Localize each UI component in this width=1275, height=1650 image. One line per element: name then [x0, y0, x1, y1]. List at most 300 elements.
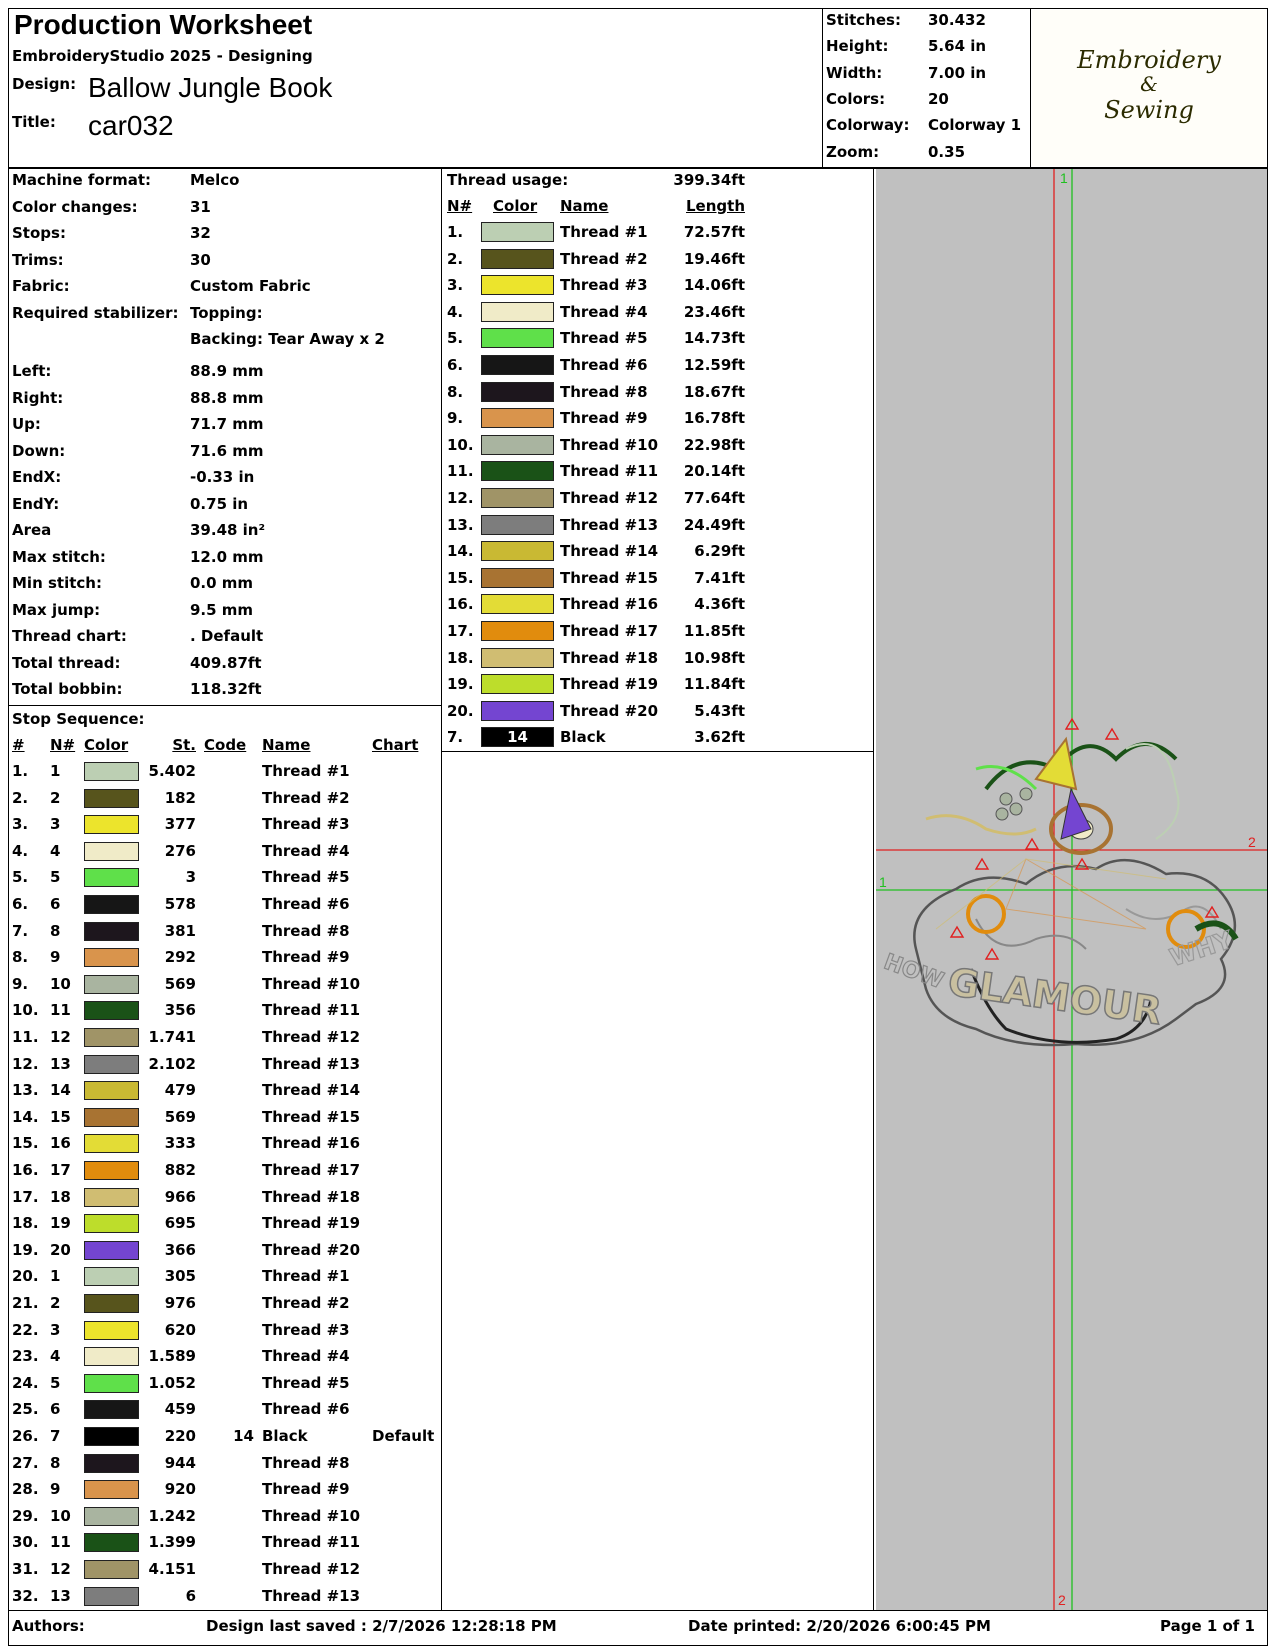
footer-divider	[8, 1610, 1268, 1611]
usage-length: 72.57ft	[683, 223, 745, 241]
stop-name: Thread #10	[262, 1506, 361, 1525]
stop-number: 28.	[12, 1480, 39, 1499]
stop-header-color: Color	[84, 736, 129, 754]
usage-length: 22.98ft	[683, 435, 745, 454]
usage-swatch	[481, 328, 554, 348]
stop-header-chart: Chart	[372, 736, 419, 754]
usage-number: 11.	[447, 462, 474, 481]
stop-needle: 8	[50, 1453, 61, 1472]
thread-usage-total: 399.34ft	[673, 171, 745, 189]
stop-stitches: 220	[164, 1427, 196, 1445]
stop-number: 20.	[12, 1267, 39, 1286]
stop-needle: 1	[50, 1267, 61, 1286]
stat-label: Stitches:	[826, 11, 901, 29]
stop-number: 2.	[12, 788, 29, 807]
stop-header-n: N#	[50, 736, 76, 754]
stop-needle: 8	[50, 921, 61, 940]
stat-label: Height:	[826, 37, 889, 56]
stop-stitches: 882	[164, 1161, 196, 1179]
usage-header-length: Length	[686, 197, 745, 215]
stop-number: 12.	[12, 1054, 39, 1073]
stop-name: Thread #3	[262, 815, 350, 834]
usage-swatch	[481, 701, 554, 721]
stop-number: 22.	[12, 1320, 39, 1339]
stop-code	[204, 1556, 254, 1582]
thread-usage-bottom	[441, 751, 874, 752]
stop-name: Black	[262, 1427, 308, 1445]
stop-stitches: 966	[164, 1187, 196, 1206]
measure-label: EndX:	[12, 468, 62, 486]
usage-swatch	[481, 382, 554, 402]
usage-name: Thread #18	[560, 648, 659, 667]
usage-swatch	[481, 674, 554, 694]
stop-number: 8.	[12, 948, 29, 967]
measure-value: 409.87ft	[190, 653, 262, 672]
usage-length: 12.59ft	[683, 356, 745, 374]
stop-code	[204, 1104, 254, 1130]
usage-number: 6.	[447, 356, 464, 374]
stop-name: Thread #19	[262, 1214, 361, 1233]
stop-header-code: Code	[204, 736, 247, 754]
stop-stitches: 1.399	[148, 1533, 196, 1552]
stop-needle: 11	[50, 1533, 71, 1552]
stop-swatch	[84, 1267, 139, 1286]
stop-needle: 18	[50, 1187, 71, 1206]
axis-label-bottom: 2	[1058, 1592, 1066, 1608]
stop-stitches: 920	[164, 1480, 196, 1499]
stop-number: 26.	[12, 1427, 39, 1445]
stop-name: Thread #15	[262, 1107, 361, 1126]
usage-length: 19.46ft	[683, 249, 745, 268]
stop-needle: 9	[50, 948, 61, 967]
stat-value: Colorway 1	[928, 116, 1022, 135]
stop-number: 23.	[12, 1347, 39, 1366]
measure-label: Max jump:	[12, 600, 101, 619]
stop-code: 14	[233, 1427, 254, 1445]
stop-number: 10.	[12, 1001, 39, 1020]
stop-swatch	[84, 868, 139, 887]
app-name: EmbroideryStudio 2025 - Designing	[12, 47, 313, 65]
stop-code	[204, 864, 254, 890]
stop-name: Thread #4	[262, 1347, 350, 1366]
stop-code	[204, 997, 254, 1023]
measure-label: Total thread:	[12, 653, 121, 672]
axis-label-right: 2	[1248, 834, 1256, 850]
measure-value: . Default	[190, 627, 264, 645]
stop-needle: 15	[50, 1107, 71, 1126]
stop-stitches: 569	[164, 1107, 196, 1126]
stop-needle: 13	[50, 1586, 71, 1605]
usage-length: 3.62ft	[694, 728, 745, 747]
stop-name: Thread #6	[262, 1400, 350, 1419]
stop-number: 13.	[12, 1081, 39, 1100]
stop-swatch	[84, 1214, 139, 1233]
page-title: Production Worksheet	[14, 9, 313, 40]
stop-swatch	[84, 895, 139, 914]
stop-stitches: 459	[164, 1400, 196, 1419]
measure-value: 118.32ft	[190, 680, 262, 698]
stop-needle: 2	[50, 1294, 61, 1312]
stop-name: Thread #10	[262, 974, 361, 993]
usage-swatch	[481, 461, 554, 481]
stop-name: Thread #12	[262, 1560, 361, 1578]
usage-name: Thread #15	[560, 568, 659, 587]
stop-number: 14.	[12, 1107, 39, 1126]
stop-stitches: 1.589	[148, 1347, 196, 1366]
usage-swatch	[481, 727, 554, 747]
usage-swatch	[481, 488, 554, 508]
stop-swatch	[84, 1374, 139, 1393]
usage-name: Thread #3	[560, 276, 648, 295]
usage-number: 18.	[447, 648, 474, 667]
stop-needle: 3	[50, 815, 61, 834]
stop-code	[204, 971, 254, 997]
stop-name: Thread #1	[262, 762, 350, 780]
stop-needle: 10	[50, 1506, 71, 1525]
usage-number: 5.	[447, 329, 464, 348]
footer-printed: Date printed: 2/20/2026 6:00:45 PM	[688, 1617, 991, 1635]
usage-number: 13.	[447, 515, 474, 534]
stop-needle: 10	[50, 974, 71, 993]
stop-code	[204, 811, 254, 837]
stop-name: Thread #12	[262, 1028, 361, 1046]
stop-swatch	[84, 1134, 139, 1153]
measure-value: 71.6 mm	[190, 441, 264, 460]
design-label: Design:	[12, 75, 77, 93]
usage-length: 24.49ft	[683, 515, 745, 534]
stop-stitches: 377	[164, 815, 196, 834]
usage-length: 11.85ft	[683, 622, 745, 640]
stop-name: Thread #8	[262, 921, 350, 940]
stop-name: Thread #8	[262, 1453, 350, 1472]
footer-saved: Design last saved : 2/7/2026 12:28:18 PM	[206, 1617, 557, 1635]
col-divider-1	[441, 168, 442, 1610]
usage-swatch	[481, 541, 554, 561]
measure-value: 12.0 mm	[190, 547, 264, 566]
usage-name: Thread #20	[560, 701, 659, 720]
usage-length: 14.73ft	[683, 329, 745, 348]
stat-label: Width:	[826, 63, 883, 82]
logo-divider	[1030, 8, 1031, 168]
frame-right	[1267, 8, 1268, 1646]
stop-needle: 9	[50, 1480, 61, 1499]
usage-length: 16.78ft	[683, 409, 745, 428]
stop-name: Thread #13	[262, 1054, 361, 1073]
stop-name: Thread #1	[262, 1267, 350, 1286]
usage-length: 5.43ft	[694, 701, 745, 720]
usage-number: 12.	[447, 489, 474, 507]
usage-length: 7.41ft	[694, 568, 745, 587]
stop-code	[204, 1263, 254, 1289]
stop-number: 27.	[12, 1453, 39, 1472]
stop-swatch	[84, 1427, 139, 1446]
usage-name: Thread #6	[560, 356, 648, 374]
stop-name: Thread #13	[262, 1586, 361, 1605]
stop-stitches: 1.741	[148, 1028, 196, 1046]
usage-name: Thread #14	[560, 542, 659, 561]
stop-number: 5.	[12, 868, 29, 887]
stop-number: 1.	[12, 762, 29, 780]
stat-label: Colorway:	[826, 116, 910, 135]
stop-code	[204, 918, 254, 944]
stop-number: 17.	[12, 1187, 39, 1206]
usage-number: 9.	[447, 409, 464, 428]
measure-label: Left:	[12, 362, 52, 380]
usage-number: 10.	[447, 435, 474, 454]
stop-code	[204, 1051, 254, 1077]
stop-name: Thread #3	[262, 1320, 350, 1339]
thread-usage-label: Thread usage:	[447, 171, 569, 189]
stop-code	[204, 1077, 254, 1103]
usage-length: 4.36ft	[694, 595, 745, 614]
stats-divider	[822, 8, 823, 168]
stop-name: Thread #16	[262, 1134, 361, 1153]
stop-number: 30.	[12, 1533, 39, 1552]
usage-swatch	[481, 621, 554, 641]
stop-name: Thread #20	[262, 1240, 361, 1259]
measure-label: Up:	[12, 415, 41, 433]
stop-stitches: 4.151	[148, 1560, 196, 1578]
stop-number: 18.	[12, 1214, 39, 1233]
stop-name: Thread #2	[262, 788, 350, 807]
measure-label: Area	[12, 521, 52, 539]
usage-length: 20.14ft	[683, 462, 745, 481]
stop-code	[204, 1024, 254, 1050]
machine-label: Stops:	[12, 224, 66, 242]
usage-number: 20.	[447, 701, 474, 720]
stop-stitches: 578	[164, 895, 196, 913]
stop-code	[204, 758, 254, 784]
stop-stitches: 292	[164, 948, 196, 967]
stop-needle: 13	[50, 1054, 71, 1073]
stop-swatch	[84, 1001, 139, 1020]
stop-swatch	[84, 1108, 139, 1127]
stop-name: Thread #4	[262, 841, 350, 860]
stat-label: Zoom:	[826, 142, 880, 161]
stop-number: 29.	[12, 1506, 39, 1525]
stop-swatch	[84, 1560, 139, 1579]
usage-swatch	[481, 435, 554, 455]
stop-needle: 4	[50, 841, 61, 860]
stop-name: Thread #5	[262, 868, 350, 887]
usage-length: 10.98ft	[683, 648, 745, 667]
stop-number: 24.	[12, 1373, 39, 1392]
stop-code	[204, 838, 254, 864]
stop-name: Thread #9	[262, 948, 350, 967]
stop-sequence-label: Stop Sequence:	[12, 710, 145, 728]
stop-name: Thread #11	[262, 1533, 361, 1552]
machine-value: Custom Fabric	[190, 277, 311, 295]
machine-value: Topping:	[190, 303, 263, 322]
stat-value: 20	[928, 89, 949, 108]
svg-text:WHY: WHY	[1166, 925, 1236, 973]
usage-name: Thread #8	[560, 382, 648, 401]
usage-swatch	[481, 275, 554, 295]
usage-swatch	[481, 648, 554, 668]
stop-name: Thread #5	[262, 1373, 350, 1392]
stop-swatch	[84, 1161, 139, 1180]
stop-code	[204, 1237, 254, 1263]
stop-code	[204, 1503, 254, 1529]
stop-stitches: 6	[185, 1586, 196, 1605]
stop-stitches: 182	[164, 788, 196, 807]
stop-code	[204, 1476, 254, 1502]
stop-name: Thread #6	[262, 895, 350, 913]
stop-needle: 17	[50, 1161, 71, 1179]
stop-needle: 1	[50, 762, 61, 780]
stop-header-num: #	[12, 736, 25, 754]
stop-swatch	[84, 1028, 139, 1047]
stop-header-name: Name	[262, 736, 311, 754]
usage-swatch	[481, 222, 554, 242]
stop-number: 19.	[12, 1240, 39, 1259]
axis-label-top: 1	[1060, 170, 1068, 186]
usage-swatch-code: 14	[507, 728, 528, 747]
stop-swatch	[84, 975, 139, 994]
usage-name: Thread #9	[560, 409, 648, 428]
usage-swatch	[481, 568, 554, 588]
usage-name: Thread #12	[560, 489, 659, 507]
stop-swatch	[84, 948, 139, 967]
stop-number: 4.	[12, 841, 29, 860]
stop-name: Thread #14	[262, 1081, 361, 1100]
stop-needle: 12	[50, 1560, 71, 1578]
stop-number: 31.	[12, 1560, 39, 1578]
usage-swatch	[481, 594, 554, 614]
usage-swatch	[481, 515, 554, 535]
stop-stitches: 695	[164, 1214, 196, 1233]
usage-swatch	[481, 249, 554, 269]
stop-stitches: 276	[164, 841, 196, 860]
stop-name: Thread #2	[262, 1294, 350, 1312]
stop-code	[204, 1450, 254, 1476]
stop-swatch	[84, 1480, 139, 1499]
stop-number: 32.	[12, 1586, 39, 1605]
stop-needle: 3	[50, 1320, 61, 1339]
frame-left	[8, 8, 9, 1646]
usage-header-n: N#	[447, 197, 473, 215]
stop-swatch	[84, 789, 139, 808]
usage-swatch	[481, 302, 554, 322]
usage-length: 6.29ft	[694, 542, 745, 561]
usage-name: Thread #4	[560, 302, 648, 321]
measure-value: 9.5 mm	[190, 600, 254, 619]
stop-code	[204, 1130, 254, 1156]
stop-stitches: 569	[164, 974, 196, 993]
stop-stitches: 1.052	[148, 1373, 196, 1392]
stat-value: 0.35	[928, 142, 966, 161]
usage-header-name: Name	[560, 197, 609, 215]
stop-swatch	[84, 922, 139, 941]
machine-label: Trims:	[12, 250, 64, 269]
usage-number: 3.	[447, 276, 464, 295]
usage-header-color: Color	[493, 197, 538, 215]
usage-length: 77.64ft	[683, 489, 745, 507]
usage-number: 1.	[447, 223, 464, 241]
stop-swatch	[84, 1533, 139, 1552]
stop-swatch	[84, 1055, 139, 1074]
measure-label: Min stitch:	[12, 574, 102, 592]
footer-authors: Authors:	[12, 1617, 85, 1635]
stop-stitches: 333	[164, 1134, 196, 1153]
stop-swatch	[84, 1241, 139, 1260]
stop-needle: 20	[50, 1240, 71, 1259]
machine-value: 31	[190, 197, 211, 216]
stop-stitches: 3	[185, 868, 196, 887]
stop-code	[204, 1317, 254, 1343]
stop-swatch	[84, 1454, 139, 1473]
usage-number: 2.	[447, 249, 464, 268]
stop-swatch	[84, 1321, 139, 1340]
usage-name: Thread #10	[560, 435, 659, 454]
usage-length: 23.46ft	[683, 302, 745, 321]
stop-stitches: 620	[164, 1320, 196, 1339]
usage-length: 11.84ft	[683, 675, 745, 694]
usage-name: Thread #11	[560, 462, 659, 481]
stop-swatch	[84, 842, 139, 861]
stop-swatch	[84, 1294, 139, 1313]
usage-swatch	[481, 355, 554, 375]
stop-code	[204, 944, 254, 970]
stop-stitches: 944	[164, 1453, 196, 1472]
measure-value: -0.33 in	[190, 468, 255, 486]
stop-code	[204, 785, 254, 811]
machine-label: Machine format:	[12, 171, 151, 189]
stop-number: 3.	[12, 815, 29, 834]
stop-code	[204, 1290, 254, 1316]
stop-code	[204, 1157, 254, 1183]
stop-swatch	[84, 1347, 139, 1366]
stop-code	[204, 1529, 254, 1555]
usage-name: Black	[560, 728, 606, 747]
stop-needle: 6	[50, 1400, 61, 1419]
design-text: GLAMOUR	[945, 959, 1165, 1034]
stop-number: 7.	[12, 921, 29, 940]
usage-name: Thread #19	[560, 675, 659, 694]
measure-value: 71.7 mm	[190, 415, 264, 433]
usage-swatch	[481, 408, 554, 428]
stop-stitches: 366	[164, 1240, 196, 1259]
svg-text:HOW: HOW	[880, 949, 947, 995]
measure-value: 39.48 in²	[190, 521, 266, 539]
usage-number: 4.	[447, 302, 464, 321]
stop-code	[204, 1343, 254, 1369]
stop-needle: 12	[50, 1028, 71, 1046]
usage-name: Thread #5	[560, 329, 648, 348]
stop-number: 9.	[12, 974, 29, 993]
stop-stitches: 2.102	[148, 1054, 196, 1073]
stop-chart: Default	[372, 1427, 435, 1445]
design-title: car032	[88, 110, 174, 141]
machine-value: Backing: Tear Away x 2	[190, 330, 385, 348]
measure-label: EndY:	[12, 494, 60, 513]
stop-stitches: 5.402	[148, 762, 196, 780]
footer-page: Page 1 of 1	[1160, 1617, 1255, 1635]
stop-name: Thread #17	[262, 1161, 361, 1179]
usage-number: 7.	[447, 728, 464, 747]
stop-code	[204, 891, 254, 917]
stop-needle: 2	[50, 788, 61, 807]
title-label: Title:	[12, 113, 56, 131]
measure-label: Max stitch:	[12, 547, 106, 566]
measure-label: Right:	[12, 388, 64, 407]
stop-number: 16.	[12, 1161, 39, 1179]
stop-stitches: 305	[164, 1267, 196, 1286]
stop-name: Thread #9	[262, 1480, 350, 1499]
stop-number: 15.	[12, 1134, 39, 1153]
stop-stitches: 356	[164, 1001, 196, 1020]
machine-value: Melco	[190, 171, 240, 189]
